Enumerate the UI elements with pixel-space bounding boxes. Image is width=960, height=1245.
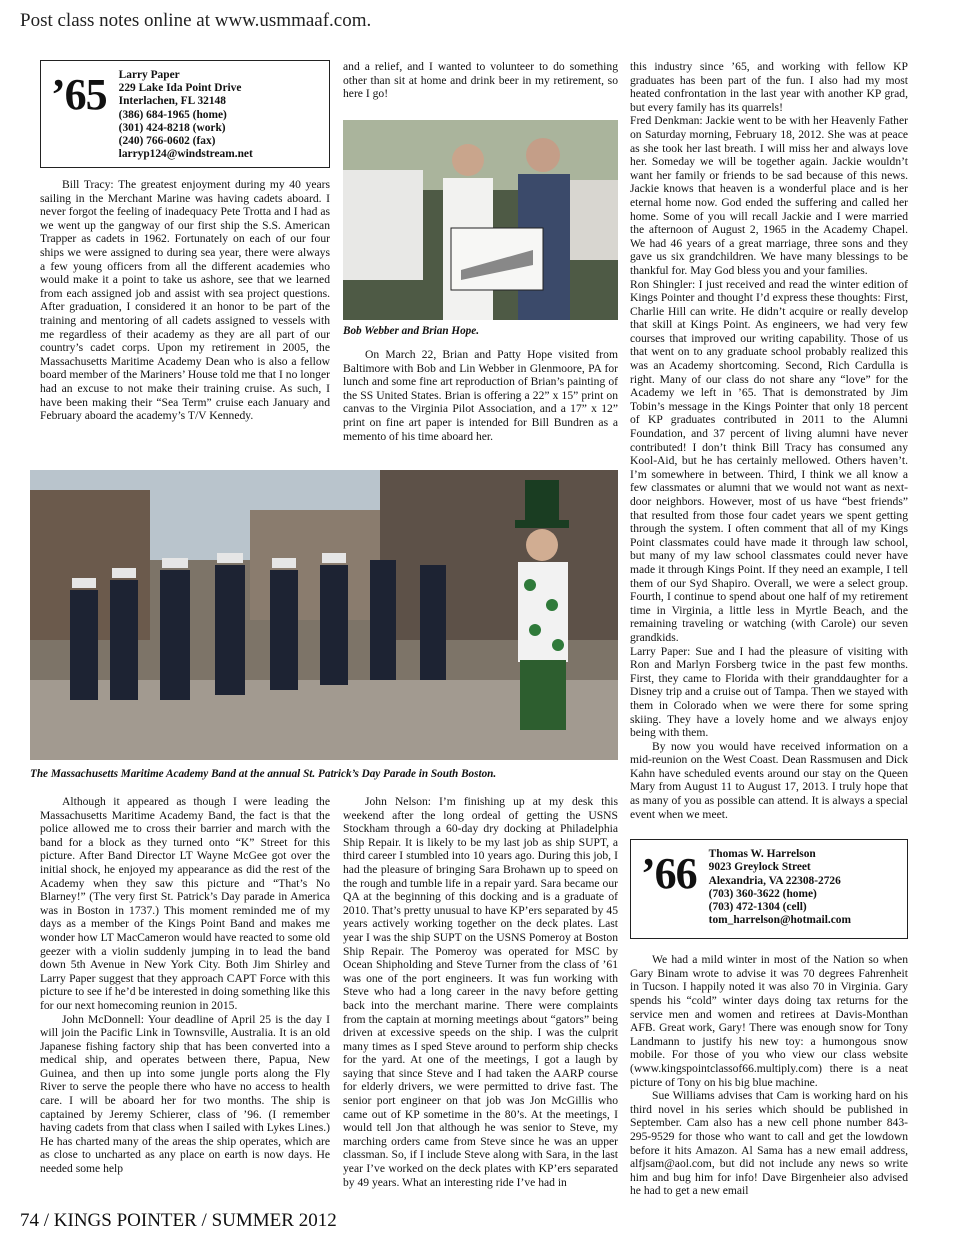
article-hope-webber: On March 22, Brian and Patty Hope visited from Baltimore with Bob and Lin Webber in Glenmoore, PA for lunch and some fine art reproduction of Brian’s painting of the SS United States. Brian is offering a 22” x 15” print on canvas to the Virginia Pilot Association, and a 17” x 12” print on fine art paper is intended for Bill Bundren as a memento of his time aboard her.	[343, 348, 618, 443]
photo-2-caption: The Massachusetts Maritime Academy Band at the annual St. Patrick’s Day Parade in South Boston.	[30, 768, 497, 780]
contact-email: larryp124@windstream.net	[118, 148, 253, 161]
article-bill-tracy: Bill Tracy: The greatest enjoyment during my 40 years sailing in the Merchant Marine was having cadets aboard. I never forgot the feeling of inadequacy Pete Trotta and I had as we went up the gangway of our first ship the S.S. American Trapper as cadets in 1962. Fortunately on each of our four ships we were assigned to during sea year, there were always a few young officers from all the different academies who would make it a point to take us ashore, see that we learned from each assigned job and assist with sea project questions. After graduation, I considered it an honor to be part of the training and mentoring of all cadets assigned to vessels with me regardless of their academy as they are all part of our country’s cadet corps. Upon my retirement in 2005, the Massachusetts Maritime Academy Dean who is also a fellow board member of the Mariners’ House told me that I no longer had an excuse to not make their training cruise. As such, I have been making their “Sea Term” cruise each January and February aboard the academy’s T/V Kennedy.	[40, 178, 330, 423]
article-mid-reunion: By now you would have received information on a mid-reunion on the West Coast. Dean Rassmusen and Dick Kahn have scheduled events around our stay on the Queen Mary from August 11 to August 17, 2013. I truly hope that as many of you as possible can attend. It is always a special event when we meet.	[630, 739, 908, 821]
column-1-top	[40, 60, 330, 423]
contact-city: Interlachen, FL 32148	[118, 95, 226, 108]
class-65-contact	[119, 69, 253, 161]
column-2-top	[343, 60, 618, 101]
article-continued-industry: this industry since ’65, and working with fellow KP graduates has been part of the fun. I also had my most heated confrontation in the last year with another KP grad, but every family has its quarrels!	[630, 60, 908, 114]
photo-1-caption: Bob Webber and Brian Hope.	[343, 325, 480, 337]
contact-phone-home: (386) 684-1965 (home)	[118, 108, 227, 121]
photo-1-illustration	[343, 120, 618, 320]
article-mild-winter: We had a mild winter in most of the Nation so when Gary Binam wrote to advise it was 70 degrees Fahrenheit in Tucson. I happily noted it was also 70 in Virginia. Gary spends his “cold” winter days doing tax returns for the service men and women and retirees at Davis-Monthan AFB. Great work, Gary! There was enough snow for Tony Landmann to justify his new toy: a humongous snow mobile. For those of you who view our class website (www.kingspointclassof66.multiply.com) there is a neat picture of Tony on his big blue machine.	[630, 953, 908, 1089]
article-john-nelson: John Nelson: I’m finishing up at my desk this weekend after the long ordeal of getting the USNS Stockham through a 60-day dry docking at Philadelphia Ship Repair. It is likely to be my last job as ship SUPT, a third career I stumbled into 10 years ago. During this job, I had the pleasure of bringing Sara Brohawn up to speed on the rough and tumble life in a repair yard. Sara became our QA at the beginning of this docking and is a graduate of 2010. That’s pretty unusual to have KP’ers separated by 45 years actively working together on the deck plates. Last year I was the ship SUPT on the USNS Pomeroy at Boston Ship Repair. The Pomeroy was operated for MSC by Ocean Shipholding and Steve Turner from the class of ’61 was one of the port engineers. It was fun working with Steve who had a long career in the navy before getting back into the merchant marine. There were complaints from the captain at morning meetings about “gators” being driven at excessive speeds on the ship. I was the culprit many times as I sped Steve around to perform ship checks for the yard. At one of the meetings, I got a laugh by saying that since Steve and I had taken the AARP course for elderly drivers, we were permitted to drive fast. The senior port engineer on that job was Jon McGillis who came out of KP sometime in the 80’s. At the meetings, I would tell Jon that although he was senior to Steve, my marching orders came from Steve since he was an upper classman. So, if I include Steve along with Sara, in the last year I’ve worked on the deck plates with KP’ers separated by 49 years. What an interesting ride I’ve had in	[343, 795, 618, 1189]
contact-email: tom_harrelson@hotmail.com	[708, 914, 851, 927]
contact-street: 229 Lake Ida Point Drive	[118, 82, 242, 95]
column-2-mid	[343, 348, 618, 443]
contact-name: Thomas W. Harrelson	[708, 848, 816, 861]
column-3	[630, 60, 908, 1198]
contact-phone-home: (703) 360-3622 (home)	[708, 887, 817, 900]
article-fred-denkman: Fred Denkman: Jackie went to be with her Heavenly Father on Saturday morning, February 18, 2012. She was at peace as she took her last breath. I will miss her and always love her. Someday we will be together again. Jackie wouldn’t want her family or friends to be sad because of this news. Jackie knows that heaven is a wonderful place and is her eternal home now. God ended the suffering and called her home. Some of you will recall Jackie and I were married the afternoon of August 2, 1965 in the Academy Chapel. We had 46 years of a great marriage, three sons and they gave us six grandchildren. We have many blessings to be thankful for. May God bless you and your families.	[630, 114, 908, 277]
contact-street: 9023 Greylock Street	[708, 861, 811, 874]
photo-2-illustration	[30, 470, 618, 760]
header-url: Post class notes online at www.usmmaaf.com.	[20, 10, 372, 31]
photo-parade-band	[30, 470, 618, 760]
contact-phone-work: (301) 424-8218 (work)	[118, 121, 226, 134]
class-65-year: ’65	[51, 70, 107, 119]
contact-name: Larry Paper	[118, 69, 180, 81]
article-larry-paper: Larry Paper: Sue and I had the pleasure of visiting with Ron and Marlyn Forsberg twice in the past few months. First, they came to Florida with their granddaughter for a Disney trip and a cruise out of Tampa. Then we stayed with them in Colorado when we were there for some spring skiing. They have a lovely home and we always enjoy being with them.	[630, 644, 908, 740]
class-66-box	[630, 839, 908, 939]
article-ron-shingler: Ron Shingler: I just received and read the winter edition of Kings Pointer and thought I’d express these thoughts: First, Charlie Hill can write. He didn’t acquire or really develop that skill at Kings Point. As engineers, we had very few courses that improved our writing capability. Those of us that went on to any graduate school probably realized this was an Academy shortcoming. Second, Rich Cardulla is right. Many of our class do not share any “love” for the Academy we left in ’65. That is demonstrated by Jim Tobin’s message in the Kings Pointer that only 18 percent of KP graduates contributed in 2011 to the Alumni Foundation, and 37 percent of living alumni have never contributed! I don’t think Bill Tracy has consumed any Kool-Aid, but he has certainly mellowed. Others haven’t. I’m somewhere in between. Third, I think we all know a few classmates or alumni that we would not want as next-door neighbors. However, most of us have “best friends” that resulted from those four cadet years we spent getting through the system. I often comment that all of my Kings Point classmates could have made it through law school, but many of my law school classmates could never have made it through Kings Point. If they need an example, I tell them of our Syd Shapiro. Overall, we were a select group. Fourth, I continue to spend about one half of my retirement time in Virginia, a little less in Myrtle Beach, and the remaining traveling or watching (with Carole) our seven grandkids.	[630, 277, 908, 644]
article-continued: and a relief, and I wanted to volunteer to do something other than sit at home and drink beer in my retirement, so here I go!	[343, 60, 618, 101]
class-65-box	[40, 60, 330, 168]
column-2-bottom	[343, 795, 618, 1189]
article-sue-williams: Sue Williams advises that Cam is working hard on his third novel in his series which should be published in September. Cam also has a new cell phone number 843-295-9529 for those who want to call and get the lowdown before it hits Amazon. Al Sama has a new email address, alfjsam@aol.com, but did not include any news so write him and bug him for info! Dave Birgenheier also advised he had to get a new email	[630, 1089, 908, 1198]
article-john-mcdonnell: John McDonnell: Your deadline of April 25 is the day I will join the Pacific Link in Townsville, Australia. It is an old Japanese fishing factory ship that has been converted into a medical ship, and operates between there, Papua, New Guinea, and then up into some jungle ports along the Fly River to serve the people there who have no access to health care. I will be aboard her for two months. The ship is captained by Jeremy Schierer, class of ’96. (I remember having cadets from that class when I sailed with Lykes Lines.) He has charted many of the areas the ship operates, which are as close to uncharted as any place on earth is now days. He needed some help	[40, 1012, 330, 1176]
photo-bob-webber-brian-hope	[343, 120, 618, 320]
column-1-bottom	[40, 795, 330, 1176]
class-66-year: ’66	[641, 849, 697, 899]
contact-fax: (240) 766-0602 (fax)	[118, 135, 216, 148]
page-footer: 74 / KINGS POINTER / SUMMER 2012	[20, 1210, 337, 1231]
contact-city: Alexandria, VA 22308-2726	[708, 874, 841, 887]
class-66-contact	[709, 848, 851, 927]
article-band-parade: Although it appeared as though I were leading the Massachusetts Maritime Academy Band, the fact is that the police allowed me to cross their barrier and march with the band for a block as they turned onto “K” Street for this picture. After Band Director LT Wayne McGee got over the initial shock, he enjoyed my appearance as did the rest of the Academy when they saw this picture and “That’s No Blarney!” (The very first St. Patrick’s Day parade in America was in Boston in 1737.) This moment reminded me of my days as a member of the Kings Point Band and makes me wonder how LT MacCameron would have reacted to some old geezer with a violin suddenly jumping in to lead the band down 5th Avenue in New York City. Both Jim Shirley and Larry Paper suggest that they approach CAPT Force with this picture to see if he’d be interested in doing something like this for our next homecoming reunion in 2015.	[40, 795, 330, 1012]
contact-phone-cell: (703) 472-1304 (cell)	[708, 901, 807, 914]
